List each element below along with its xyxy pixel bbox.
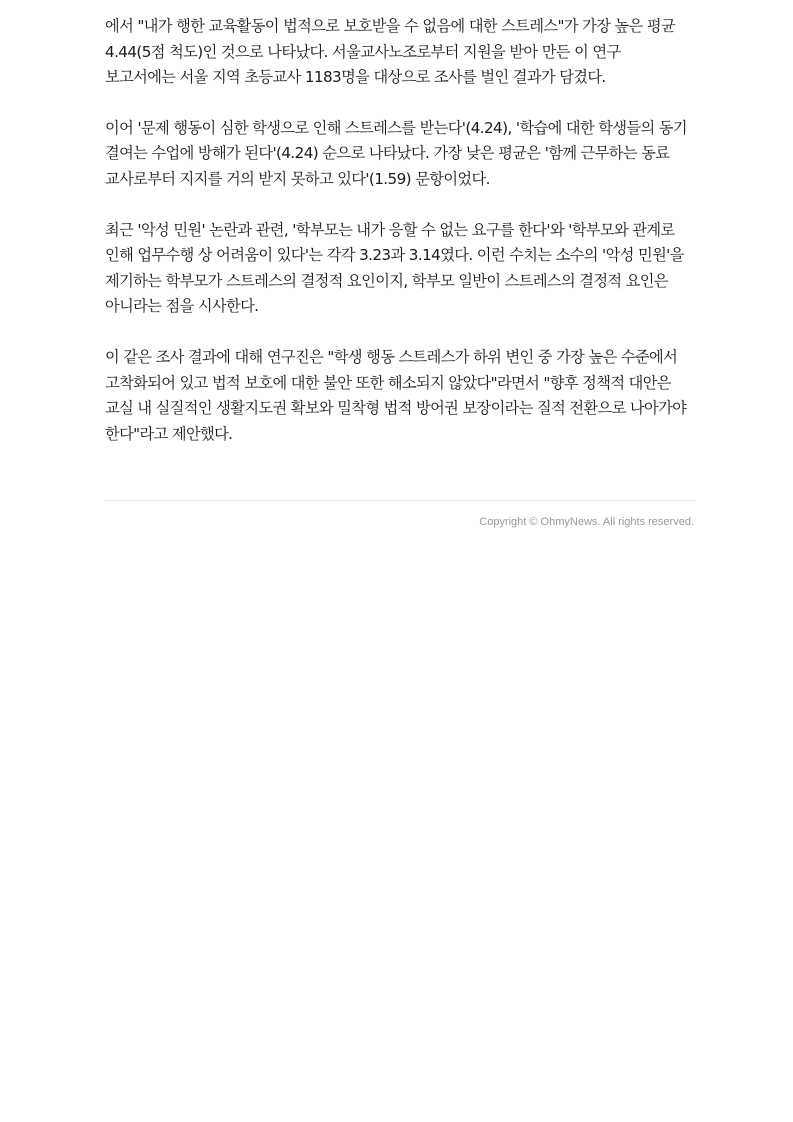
article-paragraph-4: 이 같은 조사 결과에 대해 연구진은 "학생 행동 스트레스가 하위 변인 중 가장 높은 수준에서 고착화되어 있고 법적 보호에 대한 불안 또한 해소되지 않았다"라면서 "향후 정책적 대안은 교실 내 실질적인 생활지도권 확보와 밀착형 법적 방어권 보장이라는 질적 전환으로 나아가야 한다"라고 제안했다.: [105, 347, 687, 443]
copyright-notice: Copyright © OhmyNews. All rights reserved.: [479, 516, 694, 528]
article-paragraph-2: 이어 '문제 행동이 심한 학생으로 인해 스트레스를 받는다'(4.24), '학습에 대한 학생들의 동기 결여는 수업에 방해가 된다'(4.24) 순으로 나타났다. 가장 낮은 평균은 '함께 근무하는 동료 교사로부터 지지를 거의 받지 못하고 있다'(1.59) 문항이었다.: [105, 118, 687, 188]
article-paragraph-3: 최근 '악성 민원' 논란과 관련, '학부모는 내가 응할 수 없는 요구를 한다'와 '학부모와 관계로 인해 업무수행 상 어려움이 있다'는 각각 3.23과 3.14였다. 이런 수치는 소수의 '악성 민원'을 제기하는 학부모가 스트레스의 결정적 요인이지, 학부모 일반이 스트레스의 결정적 요인은 아니라는 점을 시사한다.: [105, 220, 684, 316]
article-paragraph-1: 에서 "내가 행한 교육활동이 법적으로 보호받을 수 없음에 대한 스트레스"가 가장 높은 평균 4.44(5점 척도)인 것으로 나타났다. 서울교사노조로부터 지원을 받아 만든 이 연구 보고서에는 서울 지역 초등교사 1183명을 대상으로 조사를 벌인 결과가 담겼다.: [105, 17, 676, 87]
article-body: [105, 14, 695, 472]
footer-divider: [105, 500, 695, 501]
